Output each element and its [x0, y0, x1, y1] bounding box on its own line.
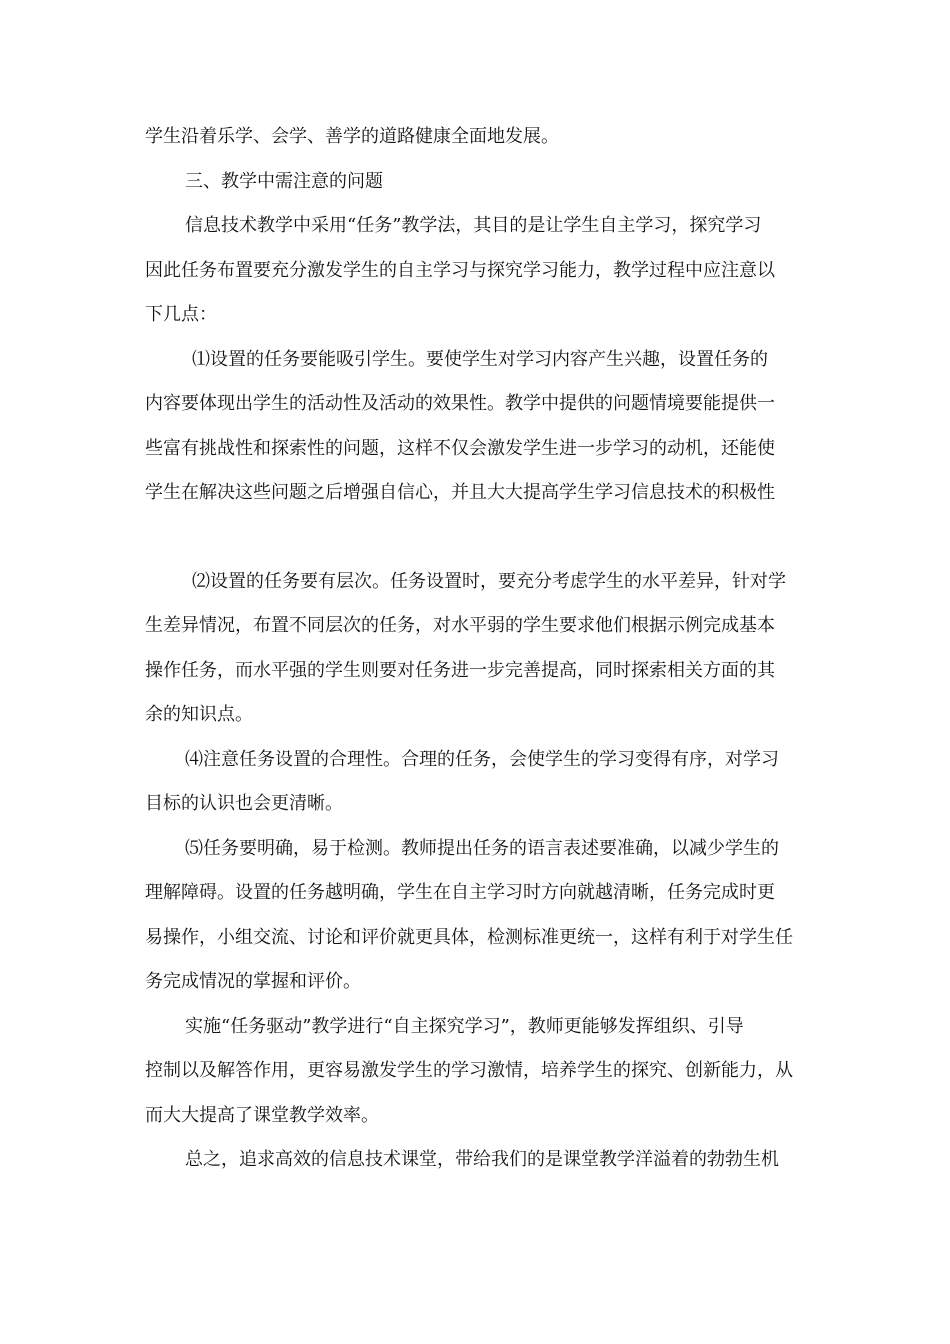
text-line: 理解障碍。设置的任务越明确，学生在自主学习时方向就越清晰，任务完成时更 — [145, 882, 775, 903]
text-line: 学生在解决这些问题之后增强自信心，并且大大提高学生学习信息技术的积极性 — [145, 482, 775, 503]
text-line: 实施“任务驱动”教学进行“自主探究学习”，教师更能够发挥组织、引导 — [185, 1015, 744, 1037]
text-line: ⑷注意任务设置的合理性。合理的任务，会使学生的学习变得有序，对学习 — [185, 748, 779, 770]
text-line: 控制以及解答作用，更容易激发学生的学习激情，培养学生的探究、创新能力，从 — [145, 1060, 793, 1081]
text-line: 余的知识点。 — [145, 704, 253, 725]
text-line: 因此任务布置要充分激发学生的自主学习与探究学习能力，教学过程中应注意以 — [145, 259, 775, 281]
text-line: 信息技术教学中采用“任务”教学法，其目的是让学生自主学习，探究学习 — [185, 215, 762, 236]
text-line: ⑸任务要明确，易于检测。教师提出任务的语言表述要准确，以减少学生的 — [185, 837, 779, 859]
text-line: 总之，追求高效的信息技术课堂，带给我们的是课堂教学洋溢着的勃勃生机 — [185, 1149, 779, 1170]
text-line: 务完成情况的掌握和评价。 — [145, 971, 361, 992]
paragraph-gap — [145, 516, 805, 560]
section-heading: 三、教学中需注意的问题 — [185, 170, 383, 192]
text-line: 生差异情况，布置不同层次的任务，对水平弱的学生要求他们根据示例完成基本 — [145, 615, 775, 636]
text-line: 易操作，小组交流、讨论和评价就更具体，检测标准更统一，这样有利于对学生任 — [145, 926, 793, 948]
text-line: 内容要体现出学生的活动性及活动的效果性。教学中提供的问题情境要能提供一 — [145, 393, 775, 414]
text-line: ⑵设置的任务要有层次。任务设置时，要充分考虑学生的水平差异，针对学 — [192, 570, 786, 592]
text-line: 操作任务，而水平强的学生则要对任务进一步完善提高，同时探索相关方面的其 — [145, 659, 775, 681]
text-line: 些富有挑战性和探索性的问题，这样不仅会激发学生进一步学习的动机，还能使 — [145, 437, 775, 459]
text-line: 学生沿着乐学、会学、善学的道路健康全面地发展。 — [145, 126, 559, 147]
document-body — [145, 115, 805, 1183]
text-line: 而大大提高了课堂教学效率。 — [145, 1104, 379, 1126]
text-line: ⑴设置的任务要能吸引学生。要使学生对学习内容产生兴趣，设置任务的 — [192, 348, 768, 370]
text-line: 目标的认识也会更清晰。 — [145, 793, 343, 814]
text-line: 下几点： — [145, 304, 217, 325]
